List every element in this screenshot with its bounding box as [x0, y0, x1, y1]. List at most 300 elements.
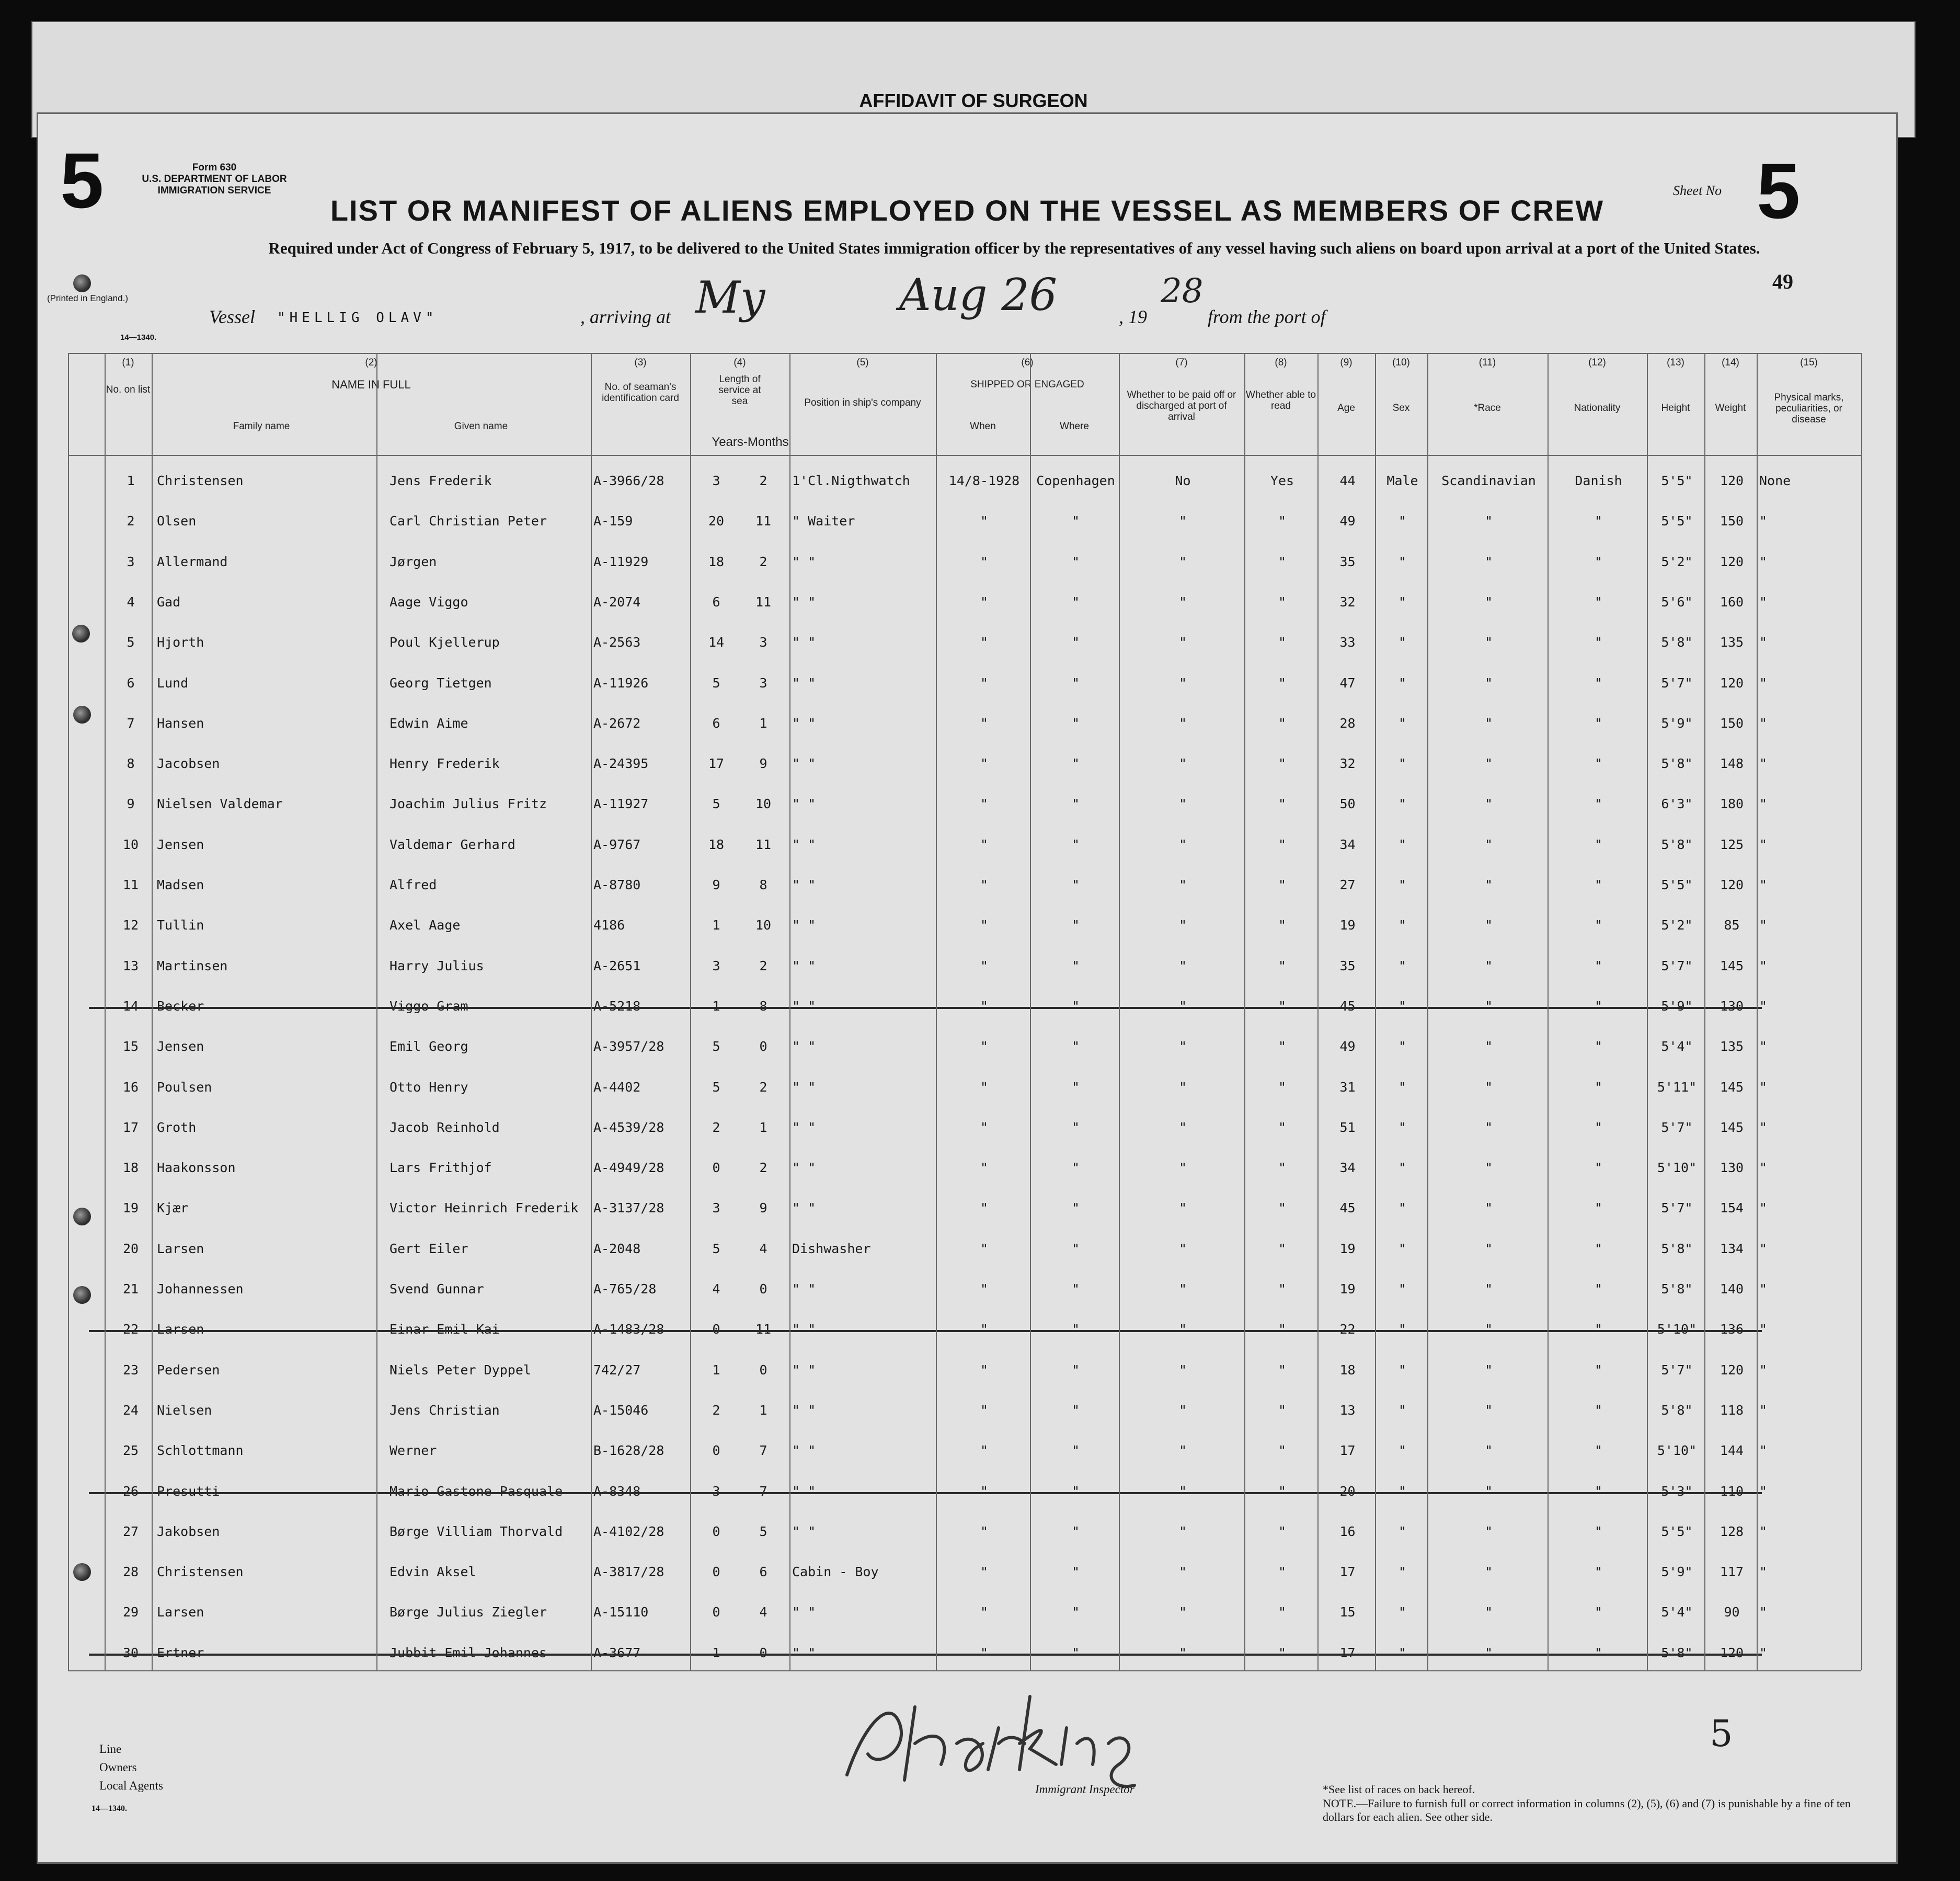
cell-where: "	[1071, 1322, 1080, 1337]
cell-height: 5'11"	[1657, 1080, 1697, 1095]
cell-family: Schlottmann	[157, 1443, 244, 1458]
cell-no: 6	[127, 675, 135, 691]
cell-given: Otto Henry	[389, 1080, 468, 1095]
crew-table	[68, 353, 1861, 1676]
cell-nationality: "	[1594, 1645, 1603, 1660]
cell-years: 1	[712, 1645, 720, 1660]
cell-weight: 110	[1720, 1484, 1744, 1499]
cell-given: Mario Gastone Pasquale	[389, 1484, 563, 1499]
cell-position: " "	[792, 1120, 816, 1135]
cell-read: "	[1278, 1281, 1287, 1297]
col-header-nationality: Nationality	[1574, 403, 1621, 414]
footer-print-code: 14—1340.	[91, 1804, 127, 1813]
cell-height: 5'4"	[1661, 1039, 1693, 1054]
cell-height: 5'6"	[1661, 594, 1693, 610]
cell-no: 21	[122, 1281, 139, 1297]
cell-years: 18	[708, 554, 725, 569]
cell-paid: "	[1178, 1564, 1187, 1579]
cell-position: Dishwasher	[792, 1241, 871, 1256]
cell-family: Olsen	[157, 513, 197, 529]
cell-months: 0	[759, 1362, 767, 1378]
cell-weight: 120	[1720, 877, 1744, 892]
cell-nationality: "	[1594, 513, 1603, 529]
cell-card: A-2651	[593, 958, 641, 973]
column-rule	[1244, 353, 1245, 1670]
cell-read: "	[1278, 513, 1287, 529]
cell-position: " "	[792, 1281, 816, 1297]
signature-stroke	[847, 1696, 1134, 1786]
col-header-shipped: SHIPPED OR ENGAGED	[970, 379, 1084, 390]
cell-age: 19	[1339, 917, 1356, 933]
cell-sex: "	[1398, 1241, 1407, 1256]
cell-nationality: "	[1594, 999, 1603, 1014]
cell-where: "	[1071, 594, 1080, 610]
cell-where: "	[1071, 1484, 1080, 1499]
cell-height: 5'7"	[1661, 1362, 1693, 1378]
cell-sex: "	[1398, 1120, 1407, 1135]
cell-paid: "	[1178, 1645, 1187, 1660]
cell-nationality: "	[1594, 1039, 1603, 1054]
cell-marks: "	[1759, 917, 1768, 933]
cell-months: 0	[759, 1039, 767, 1054]
cell-age: 17	[1339, 1564, 1356, 1579]
cell-weight: 148	[1720, 756, 1744, 771]
cell-race: "	[1484, 1524, 1493, 1539]
cell-sex: "	[1398, 1645, 1407, 1660]
cell-age: 32	[1339, 594, 1356, 610]
cell-race: "	[1484, 999, 1493, 1014]
cell-given: Werner	[389, 1443, 437, 1458]
cell-read: "	[1278, 1322, 1287, 1337]
cell-read: "	[1278, 837, 1287, 852]
cell-age: 33	[1339, 635, 1356, 650]
cell-sex: "	[1398, 1403, 1407, 1418]
cell-height: 5'5"	[1661, 1524, 1693, 1539]
vessel-name: "HELLIG OLAV"	[277, 310, 438, 326]
cell-position: " "	[792, 1524, 816, 1539]
cell-years: 20	[708, 513, 725, 529]
cell-marks: "	[1759, 1200, 1768, 1215]
cell-age: 13	[1339, 1403, 1356, 1418]
cell-nationality: Danish	[1575, 473, 1622, 488]
col-header-where: Where	[1060, 421, 1089, 432]
column-rule	[789, 353, 790, 1670]
cell-no: 13	[122, 958, 139, 973]
cell-sex: "	[1398, 1322, 1407, 1337]
cell-family: Kjær	[157, 1200, 189, 1215]
printed-in: (Printed in England.)	[47, 293, 128, 303]
cell-read: "	[1278, 716, 1287, 731]
cell-marks: "	[1759, 513, 1768, 529]
vessel-label: Vessel	[209, 306, 255, 327]
cell-months: 3	[759, 675, 767, 691]
col-header-marks: Physical marks, peculiarities, or disease	[1774, 392, 1844, 425]
cell-age: 45	[1339, 999, 1356, 1014]
cell-months: 1	[759, 1120, 767, 1135]
cell-race: "	[1484, 1484, 1493, 1499]
cell-given: Einar Emil Kai	[389, 1322, 500, 1337]
cell-family: Martinsen	[157, 958, 228, 973]
cell-race: "	[1484, 513, 1493, 529]
cell-read: "	[1278, 554, 1287, 569]
cell-where: "	[1071, 917, 1080, 933]
cell-weight: 134	[1720, 1241, 1744, 1256]
cell-age: 49	[1339, 513, 1356, 529]
cell-given: Viggo Gram	[389, 999, 468, 1014]
cell-months: 1	[759, 716, 767, 731]
cell-years: 17	[708, 756, 725, 771]
cell-paid: "	[1178, 1281, 1187, 1297]
cell-card: A-15110	[593, 1604, 649, 1620]
cell-family: Becker	[157, 999, 204, 1014]
cell-years: 5	[712, 675, 720, 691]
cell-when: "	[980, 1645, 989, 1660]
cell-where: "	[1071, 877, 1080, 892]
cell-marks: "	[1759, 1564, 1768, 1579]
cell-years: 6	[712, 716, 720, 731]
cell-when: "	[980, 1362, 989, 1378]
cell-card: A-2563	[593, 635, 641, 650]
cell-read: "	[1278, 1200, 1287, 1215]
col-header-no: No. on list	[106, 384, 151, 395]
col-number-name: (2)	[365, 357, 377, 368]
cell-no: 15	[122, 1039, 139, 1054]
col-header-position: Position in ship's company	[804, 397, 921, 408]
col-number-read: (8)	[1275, 357, 1287, 368]
cell-when: "	[980, 1160, 989, 1175]
arriving-port-handwritten: My	[695, 272, 765, 323]
cell-weight: 145	[1720, 1120, 1744, 1135]
cell-age: 31	[1339, 1080, 1356, 1095]
binder-hole	[73, 1286, 91, 1304]
cell-when: "	[980, 1039, 989, 1054]
cell-position: " "	[792, 1200, 816, 1215]
cell-when: "	[980, 1241, 989, 1256]
cell-where: "	[1071, 1120, 1080, 1135]
cell-height: 5'8"	[1661, 1241, 1693, 1256]
strikethrough-line	[89, 1654, 1762, 1656]
cell-no: 26	[122, 1484, 139, 1499]
cell-sex: "	[1398, 1080, 1407, 1095]
cell-family: Christensen	[157, 1564, 244, 1579]
cell-when: "	[980, 513, 989, 529]
from-port-label: from the port of	[1208, 306, 1326, 327]
cell-paid: "	[1178, 635, 1187, 650]
cell-age: 17	[1339, 1443, 1356, 1458]
table-header-rule	[68, 455, 1861, 456]
cell-nationality: "	[1594, 756, 1603, 771]
cell-height: 5'7"	[1661, 675, 1693, 691]
cell-weight: 117	[1720, 1564, 1744, 1579]
cell-months: 8	[759, 999, 767, 1014]
cell-when: "	[980, 635, 989, 650]
cell-nationality: "	[1594, 1362, 1603, 1378]
cell-when: "	[980, 1524, 989, 1539]
cell-paid: "	[1178, 917, 1187, 933]
inspector-label: Immigrant Inspector	[1035, 1783, 1134, 1796]
cell-sex: "	[1398, 1160, 1407, 1175]
cell-when: 14/8-1928	[948, 473, 1020, 488]
cell-paid: No	[1175, 473, 1191, 488]
column-rule	[1647, 353, 1648, 1670]
cell-where: "	[1071, 1362, 1080, 1378]
cell-nationality: "	[1594, 1160, 1603, 1175]
page-number: 49	[1772, 270, 1793, 293]
cell-years: 4	[712, 1281, 720, 1297]
cell-paid: "	[1178, 877, 1187, 892]
col-header-paid: Whether to be paid off or discharged at port of arrival	[1127, 389, 1236, 422]
cell-height: 5'5"	[1661, 877, 1693, 892]
cell-where: "	[1071, 1039, 1080, 1054]
cell-family: Madsen	[157, 877, 204, 892]
cell-where: "	[1071, 1200, 1080, 1215]
cell-years: 6	[712, 594, 720, 610]
cell-weight: 130	[1720, 1160, 1744, 1175]
cell-given: Edvin Aksel	[389, 1564, 476, 1579]
cell-age: 34	[1339, 1160, 1356, 1175]
col-number-paid: (7)	[1175, 357, 1188, 368]
cell-read: "	[1278, 1403, 1287, 1418]
cell-months: 2	[759, 1080, 767, 1095]
cell-where: Copenhagen	[1036, 473, 1115, 488]
cell-when: "	[980, 1281, 989, 1297]
cell-given: Joachim Julius Fritz	[389, 796, 547, 811]
cell-position: 1'Cl.Nigthwatch	[792, 473, 910, 488]
cell-when: "	[980, 917, 989, 933]
cell-given: Axel Aage	[389, 917, 461, 933]
cell-card: A-2074	[593, 594, 641, 610]
cell-given: Børge Julius Ziegler	[389, 1604, 547, 1620]
col-number-no: (1)	[122, 357, 134, 368]
cell-read: "	[1278, 1524, 1287, 1539]
cell-family: Jacobsen	[157, 756, 220, 771]
cell-paid: "	[1178, 1200, 1187, 1215]
column-rule	[936, 353, 937, 1670]
cell-marks: "	[1759, 877, 1768, 892]
cell-weight: 135	[1720, 1039, 1744, 1054]
cell-age: 15	[1339, 1604, 1356, 1620]
cell-marks: "	[1759, 1281, 1768, 1297]
cell-family: Presutti	[157, 1484, 220, 1499]
cell-family: Pedersen	[157, 1362, 220, 1378]
cell-race: "	[1484, 796, 1493, 811]
cell-family: Lund	[157, 675, 189, 691]
cell-read: "	[1278, 1645, 1287, 1660]
cell-nationality: "	[1594, 1403, 1603, 1418]
cell-sex: "	[1398, 594, 1407, 610]
cell-no: 14	[122, 999, 139, 1014]
column-rule	[1119, 353, 1120, 1670]
cell-years: 0	[712, 1604, 720, 1620]
cell-read: "	[1278, 796, 1287, 811]
column-rule	[1757, 353, 1758, 1670]
cell-marks: "	[1759, 1645, 1768, 1660]
column-rule	[68, 353, 69, 1670]
arriving-label: , arriving at	[580, 306, 671, 327]
cell-card: 742/27	[593, 1362, 641, 1378]
cell-months: 0	[759, 1645, 767, 1660]
cell-age: 16	[1339, 1524, 1356, 1539]
cell-marks: "	[1759, 1160, 1768, 1175]
cell-read: "	[1278, 958, 1287, 973]
column-rule	[152, 353, 153, 1670]
cell-months: 3	[759, 635, 767, 650]
cell-card: A-3677	[593, 1645, 641, 1660]
col-number-nationality: (12)	[1588, 357, 1606, 368]
cell-race: "	[1484, 1160, 1493, 1175]
cell-position: " "	[792, 1322, 816, 1337]
cell-nationality: "	[1594, 1241, 1603, 1256]
binder-hole	[73, 274, 91, 292]
cell-paid: "	[1178, 1362, 1187, 1378]
cell-years: 3	[712, 958, 720, 973]
cell-position: " "	[792, 675, 816, 691]
cell-age: 27	[1339, 877, 1356, 892]
cell-card: A-11926	[593, 675, 649, 691]
cell-age: 19	[1339, 1281, 1356, 1297]
cell-years: 5	[712, 1039, 720, 1054]
cell-nationality: "	[1594, 958, 1603, 973]
cell-height: 5'8"	[1661, 1403, 1693, 1418]
page-subtitle: Required under Act of Congress of February 5, 1917, to be delivered to the United States immigration officer by the representatives of any vessel having such aliens on board upon arrival at a port of the United States.	[268, 239, 1760, 257]
cell-read: Yes	[1270, 473, 1294, 488]
cell-read: "	[1278, 999, 1287, 1014]
cell-where: "	[1071, 1524, 1080, 1539]
cell-family: Larsen	[157, 1241, 204, 1256]
cell-height: 5'9"	[1661, 716, 1693, 731]
cell-given: Victor Heinrich Frederik	[389, 1200, 579, 1215]
cell-family: Johannessen	[157, 1281, 244, 1297]
col-number-height: (13)	[1667, 357, 1684, 368]
cell-when: "	[980, 1604, 989, 1620]
cell-nationality: "	[1594, 796, 1603, 811]
col-header-name: NAME IN FULL	[331, 378, 411, 391]
cell-marks: "	[1759, 1080, 1768, 1095]
cell-read: "	[1278, 1039, 1287, 1054]
col-number-marks: (15)	[1800, 357, 1818, 368]
cell-when: "	[980, 999, 989, 1014]
cell-where: "	[1071, 1160, 1080, 1175]
cell-when: "	[980, 1322, 989, 1337]
margin-mark: 5	[1710, 1712, 1733, 1755]
cell-no: 10	[122, 837, 139, 852]
col-number-shipped: (6)	[1021, 357, 1034, 368]
cell-family: Haakonsson	[157, 1160, 236, 1175]
cell-position: " "	[792, 1443, 816, 1458]
cell-race: "	[1484, 837, 1493, 852]
cell-position: " "	[792, 837, 816, 852]
cell-position: " "	[792, 1604, 816, 1620]
cell-given: Georg Tietgen	[389, 675, 492, 691]
cell-race: "	[1484, 877, 1493, 892]
cell-sex: "	[1398, 796, 1407, 811]
cell-months: 11	[755, 594, 772, 610]
cell-years: 0	[712, 1524, 720, 1539]
cell-when: "	[980, 756, 989, 771]
cell-family: Poulsen	[157, 1080, 212, 1095]
cell-no: 29	[122, 1604, 139, 1620]
cell-years: 18	[708, 837, 725, 852]
cell-when: "	[980, 1564, 989, 1579]
cell-weight: 150	[1720, 513, 1744, 529]
cell-height: 5'10"	[1657, 1443, 1697, 1458]
cell-where: "	[1071, 675, 1080, 691]
strikethrough-line	[89, 1007, 1762, 1009]
column-rule	[1030, 353, 1031, 1670]
cell-height: 5'5"	[1661, 513, 1693, 529]
cell-read: "	[1278, 1484, 1287, 1499]
cell-months: 11	[755, 1322, 772, 1337]
cell-no: 23	[122, 1362, 139, 1378]
cell-sex: "	[1398, 1281, 1407, 1297]
cell-weight: 135	[1720, 635, 1744, 650]
cell-race: "	[1484, 1120, 1493, 1135]
cell-read: "	[1278, 877, 1287, 892]
cell-when: "	[980, 1120, 989, 1135]
cell-race: "	[1484, 1564, 1493, 1579]
cell-card: A-8348	[593, 1484, 641, 1499]
cell-no: 1	[127, 473, 135, 488]
cell-no: 30	[122, 1645, 139, 1660]
column-rule	[1427, 353, 1428, 1670]
cell-read: "	[1278, 675, 1287, 691]
cell-when: "	[980, 837, 989, 852]
cell-card: A-11929	[593, 554, 649, 569]
cell-no: 8	[127, 756, 135, 771]
cell-no: 18	[122, 1160, 139, 1175]
cell-read: "	[1278, 1080, 1287, 1095]
cell-marks: None	[1759, 473, 1791, 488]
cell-sex: "	[1398, 917, 1407, 933]
cell-where: "	[1071, 1080, 1080, 1095]
cell-where: "	[1071, 1564, 1080, 1579]
cell-card: 4186	[593, 917, 625, 933]
cell-race: "	[1484, 675, 1493, 691]
cell-no: 28	[122, 1564, 139, 1579]
cell-race: "	[1484, 1241, 1493, 1256]
cell-years: 0	[712, 1160, 720, 1175]
cell-family: Jakobsen	[157, 1524, 220, 1539]
cell-when: "	[980, 1484, 989, 1499]
cell-card: A-5218	[593, 999, 641, 1014]
cell-weight: 136	[1720, 1322, 1744, 1337]
cell-weight: 128	[1720, 1524, 1744, 1539]
binder-hole	[73, 706, 91, 724]
cell-height: 5'2"	[1661, 554, 1693, 569]
cell-years: 1	[712, 999, 720, 1014]
cell-paid: "	[1178, 716, 1187, 731]
cell-where: "	[1071, 1281, 1080, 1297]
cell-where: "	[1071, 958, 1080, 973]
col-header-age: Age	[1337, 403, 1355, 414]
col-header-given: Given name	[454, 421, 508, 432]
cell-months: 2	[759, 554, 767, 569]
cell-position: " "	[792, 554, 816, 569]
cell-marks: "	[1759, 1484, 1768, 1499]
cell-years: 2	[712, 1403, 720, 1418]
cell-age: 18	[1339, 1362, 1356, 1378]
cell-family: Ertner	[157, 1645, 204, 1660]
cell-marks: "	[1759, 1362, 1768, 1378]
cell-height: 5'7"	[1661, 1120, 1693, 1135]
cell-years: 5	[712, 1241, 720, 1256]
col-header-sex: Sex	[1392, 403, 1410, 414]
cell-given: Valdemar Gerhard	[389, 837, 515, 852]
col-number-age: (9)	[1340, 357, 1352, 368]
col-header-height: Height	[1661, 403, 1690, 414]
cell-paid: "	[1178, 1241, 1187, 1256]
cell-years: 14	[708, 635, 725, 650]
